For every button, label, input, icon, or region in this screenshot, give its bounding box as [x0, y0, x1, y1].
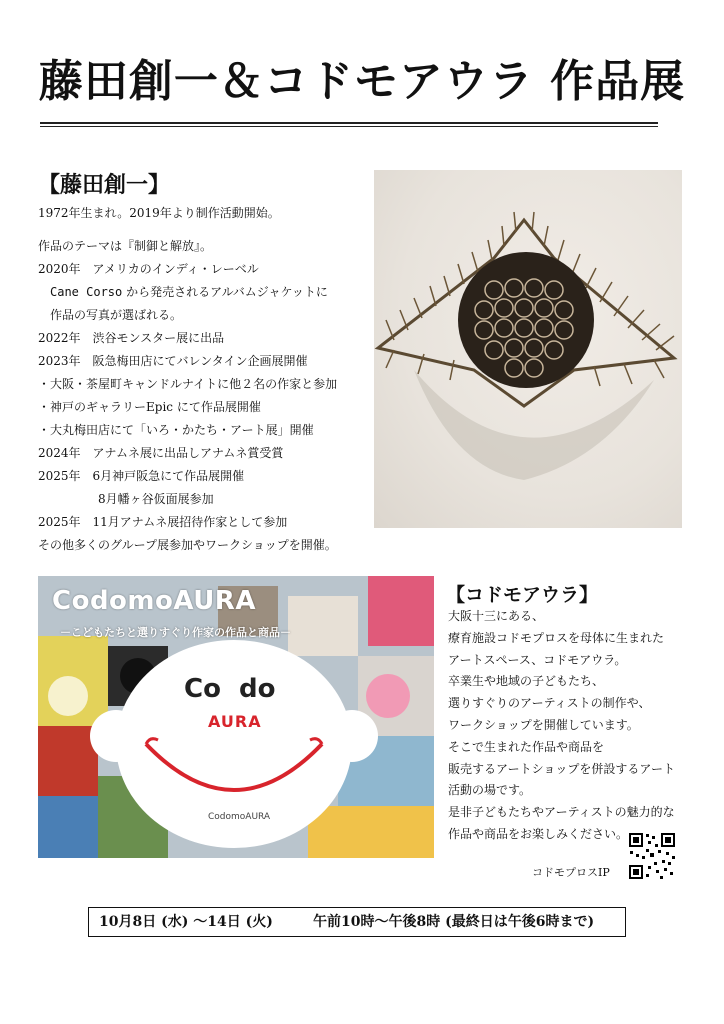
bio-line: ・大丸梅田店にて「いろ・かたち・アート展」開催 — [38, 423, 314, 437]
banner-logo-top: Co do — [184, 674, 276, 704]
description-line: 活動の場です。 — [448, 783, 532, 798]
exhibition-hours: 午前10時～午後8時 (最終日は午後6時まで) — [313, 914, 595, 930]
banner-subtitle: －こどもたちと選りすぐり作家の作品と商品－ — [60, 626, 291, 639]
description-line: そこで生まれた作品や商品を — [448, 739, 605, 754]
fujita-biography — [38, 202, 378, 557]
bio-line: 作品の写真が選ばれる。 — [50, 308, 183, 322]
bio-line: ・神戸のギャラリーEpic にて作品展開催 — [38, 400, 261, 414]
exhibition-schedule — [88, 907, 626, 937]
bio-line: 1972年生まれ。2019年より制作活動開始。 — [38, 206, 280, 220]
description-line: 選りすぐりのアーティストの制作や、 — [448, 696, 651, 711]
title-divider-thin — [40, 126, 658, 127]
bio-line: 8月幡ヶ谷仮面展参加 — [98, 492, 214, 506]
codomo-description — [448, 606, 698, 846]
bio-line — [38, 281, 378, 304]
codomo-aura-banner — [38, 576, 434, 858]
bio-line-text: から発売されるアルバムジャケットに — [126, 285, 328, 299]
banner-title: CodomoAURA — [52, 586, 256, 616]
description-line: 卒業生や地域の子どもたち、 — [448, 674, 605, 689]
bio-line: 2025年 6月神戸阪急にて作品展開催 — [38, 469, 245, 483]
bio-line: 2022年 渋谷モンスター展に出品 — [38, 331, 225, 345]
sculpture-photo — [374, 170, 682, 528]
description-line: 是非子どもたちやアーティストの魅力的な — [448, 805, 675, 820]
exhibition-dates: 10月8日 (水) ～14日 (火) — [99, 914, 273, 930]
fujita-heading: 【藤田創一】 — [38, 172, 171, 198]
description-line: 療育施設コドモプロスを母体に生まれた — [448, 630, 665, 645]
title-divider — [40, 122, 658, 124]
description-line: ワークショップを開催しています。 — [448, 717, 639, 732]
codomo-heading: 【コドモアウラ】 — [446, 584, 599, 606]
bio-line: 2024年 アナムネ展に出品しアナムネ賞受賞 — [38, 446, 284, 460]
page-title: 藤田創一＆コドモアウラ 作品展 — [38, 56, 686, 107]
description-line: アートスペース、コドモアウラ。 — [448, 652, 627, 667]
bio-line: 2023年 阪急梅田店にてバレンタイン企画展開催 — [38, 354, 308, 368]
bio-line: その他多くのグループ展参加やワークショップを開催。 — [38, 538, 337, 552]
qr-code-icon[interactable] — [628, 832, 676, 880]
banner-logo-aura: AURA — [208, 712, 262, 731]
qr-caption: コドモプロスIP — [532, 866, 610, 879]
description-line: 作品や商品をお楽しみください。 — [448, 826, 629, 841]
description-line: 大阪十三にある、 — [448, 609, 545, 623]
label-cane-corso: Cane Corso — [50, 285, 123, 299]
description-line: 販売するアートショップを併設するアート — [448, 761, 676, 776]
bio-line: 2020年 アメリカのインディ・レーベル — [38, 262, 259, 276]
bio-line: ・大阪・茶屋町キャンドルナイトに他２名の作家と参加 — [38, 377, 338, 391]
sculpture-illustration — [374, 170, 682, 528]
bio-line: 作品のテーマは『制御と解放』。 — [38, 239, 213, 253]
banner-logo-caption: CodomoAURA — [208, 812, 271, 822]
bio-line: 2025年 11月アナムネ展招待作家として参加 — [38, 515, 288, 529]
